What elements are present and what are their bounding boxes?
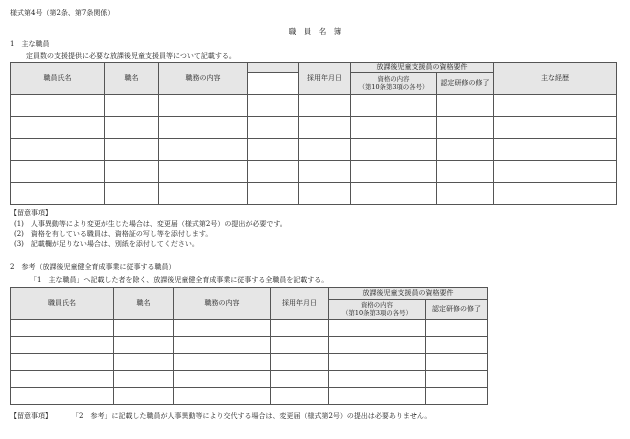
col-training-completed: 認定研修の修了	[426, 300, 488, 320]
table-cell[interactable]	[11, 320, 114, 337]
table-cell[interactable]	[426, 388, 488, 405]
col-position: 職名	[105, 63, 159, 95]
staff-table-reference	[10, 287, 488, 405]
col-training-completed: 認定研修の修了	[437, 73, 494, 95]
table-cell[interactable]	[11, 161, 105, 183]
table-row	[11, 388, 488, 405]
table-cell[interactable]	[105, 139, 159, 161]
table-cell[interactable]	[271, 388, 329, 405]
table-cell[interactable]	[351, 183, 437, 205]
table-cell[interactable]	[114, 388, 174, 405]
table-cell[interactable]	[174, 371, 271, 388]
table-cell[interactable]	[329, 388, 426, 405]
notes-heading: 【留意事項】	[10, 209, 52, 217]
table-cell[interactable]	[159, 95, 248, 117]
col-qualification-detail: 資格の内容 （第10条第3項の各号）	[329, 300, 426, 320]
note-text: 「2 参考」に記載した職員が人事異動等により交代する場合は、変更届（様式第2号）の提出は必要ありません。	[72, 412, 432, 420]
table-cell[interactable]	[437, 95, 494, 117]
note-item: (1) 人事異動等により変更が生じた場合は、変更届（様式第2号）の提出が必要です。	[14, 220, 287, 228]
table-cell[interactable]	[437, 117, 494, 139]
table-row	[11, 139, 617, 161]
table-cell[interactable]	[159, 161, 248, 183]
section1-heading: 1 主な職員	[10, 40, 50, 48]
col-qualification-group: 放課後児童支援員の資格要件	[351, 63, 494, 73]
table-cell[interactable]	[271, 371, 329, 388]
col-duties: 職務の内容	[159, 63, 248, 95]
table-cell[interactable]	[114, 337, 174, 354]
table-cell[interactable]	[299, 139, 351, 161]
table-cell[interactable]	[437, 183, 494, 205]
table-cell[interactable]	[11, 139, 105, 161]
table-cell[interactable]	[271, 337, 329, 354]
col-hire-date: 採用年月日	[271, 288, 329, 320]
staff-table-main	[10, 62, 617, 205]
col-blank[interactable]	[248, 73, 299, 95]
col-staff-name: 職員氏名	[11, 288, 114, 320]
table-cell[interactable]	[174, 354, 271, 371]
table-cell[interactable]	[105, 161, 159, 183]
table-cell[interactable]	[426, 354, 488, 371]
table-cell[interactable]	[11, 95, 105, 117]
table-cell[interactable]	[299, 161, 351, 183]
table-cell[interactable]	[105, 117, 159, 139]
table-cell[interactable]	[159, 183, 248, 205]
table-cell[interactable]	[248, 117, 299, 139]
table-cell[interactable]	[426, 337, 488, 354]
table-cell[interactable]	[114, 354, 174, 371]
table-cell[interactable]	[329, 354, 426, 371]
table-cell[interactable]	[494, 117, 617, 139]
table-cell[interactable]	[329, 371, 426, 388]
table-cell[interactable]	[426, 371, 488, 388]
table-cell[interactable]	[11, 371, 114, 388]
col-staff-name: 職員氏名	[11, 63, 105, 95]
table-cell[interactable]	[11, 117, 105, 139]
table-cell[interactable]	[248, 95, 299, 117]
table-cell[interactable]	[494, 183, 617, 205]
table-cell[interactable]	[248, 161, 299, 183]
table-cell[interactable]	[494, 139, 617, 161]
table-cell[interactable]	[329, 337, 426, 354]
table-cell[interactable]	[437, 161, 494, 183]
table-cell[interactable]	[174, 337, 271, 354]
table-cell[interactable]	[159, 139, 248, 161]
table-cell[interactable]	[248, 183, 299, 205]
table-cell[interactable]	[271, 320, 329, 337]
table-row	[11, 354, 488, 371]
table-cell[interactable]	[426, 320, 488, 337]
table-cell[interactable]	[494, 95, 617, 117]
table-cell[interactable]	[11, 354, 114, 371]
table-cell[interactable]	[494, 161, 617, 183]
table-cell[interactable]	[351, 95, 437, 117]
table-cell[interactable]	[437, 139, 494, 161]
table-cell[interactable]	[299, 117, 351, 139]
table-cell[interactable]	[329, 320, 426, 337]
table-cell[interactable]	[11, 337, 114, 354]
table-row	[11, 95, 617, 117]
table-cell[interactable]	[159, 117, 248, 139]
table-row	[11, 337, 488, 354]
table-cell[interactable]	[11, 183, 105, 205]
table-cell[interactable]	[11, 388, 114, 405]
table-cell[interactable]	[351, 161, 437, 183]
section2-description: 「1 主な職員」へ記載した者を除く、放課後児童健全育成事業に従事する全職員を記載する。	[30, 276, 329, 284]
col-duties: 職務の内容	[174, 288, 271, 320]
col-hire-date: 採用年月日	[299, 63, 351, 95]
col-blank-top	[248, 63, 299, 73]
col-qualification-group: 放課後児童支援員の資格要件	[329, 288, 488, 300]
col-career: 主な経歴	[494, 63, 617, 95]
col-position: 職名	[114, 288, 174, 320]
table-cell[interactable]	[299, 183, 351, 205]
table-cell[interactable]	[114, 320, 174, 337]
col-qualification-detail: 資格の内容 （第10条第3項の各号）	[351, 73, 437, 95]
table-cell[interactable]	[299, 95, 351, 117]
table-cell[interactable]	[114, 371, 174, 388]
table-cell[interactable]	[174, 388, 271, 405]
table-row	[11, 371, 488, 388]
table-cell[interactable]	[174, 320, 271, 337]
table-row	[11, 183, 617, 205]
note-item: (3) 記載欄が足りない場合は、別紙を添付してください。	[14, 240, 199, 248]
table-cell[interactable]	[105, 95, 159, 117]
table-cell[interactable]	[248, 139, 299, 161]
table-row	[11, 161, 617, 183]
note-label: 【留意事項】	[10, 412, 52, 420]
table-cell[interactable]	[271, 354, 329, 371]
table-row	[11, 320, 488, 337]
table-cell[interactable]	[105, 183, 159, 205]
table-cell[interactable]	[351, 139, 437, 161]
table-row	[11, 117, 617, 139]
note-item: (2) 資格を有している職員は、資格証の写し等を添付します。	[14, 230, 213, 238]
section1-description: 定員数の支援提供に必要な放課後児童支援員等について記載する。	[26, 52, 236, 60]
page-title: 職 員 名 簿	[288, 27, 342, 36]
section2-heading: 2 参考（放課後児童健全育成事業に従事する職員）	[10, 263, 176, 271]
table-cell[interactable]	[351, 117, 437, 139]
form-id: 様式第4号（第2条、第7条関係）	[10, 9, 115, 17]
